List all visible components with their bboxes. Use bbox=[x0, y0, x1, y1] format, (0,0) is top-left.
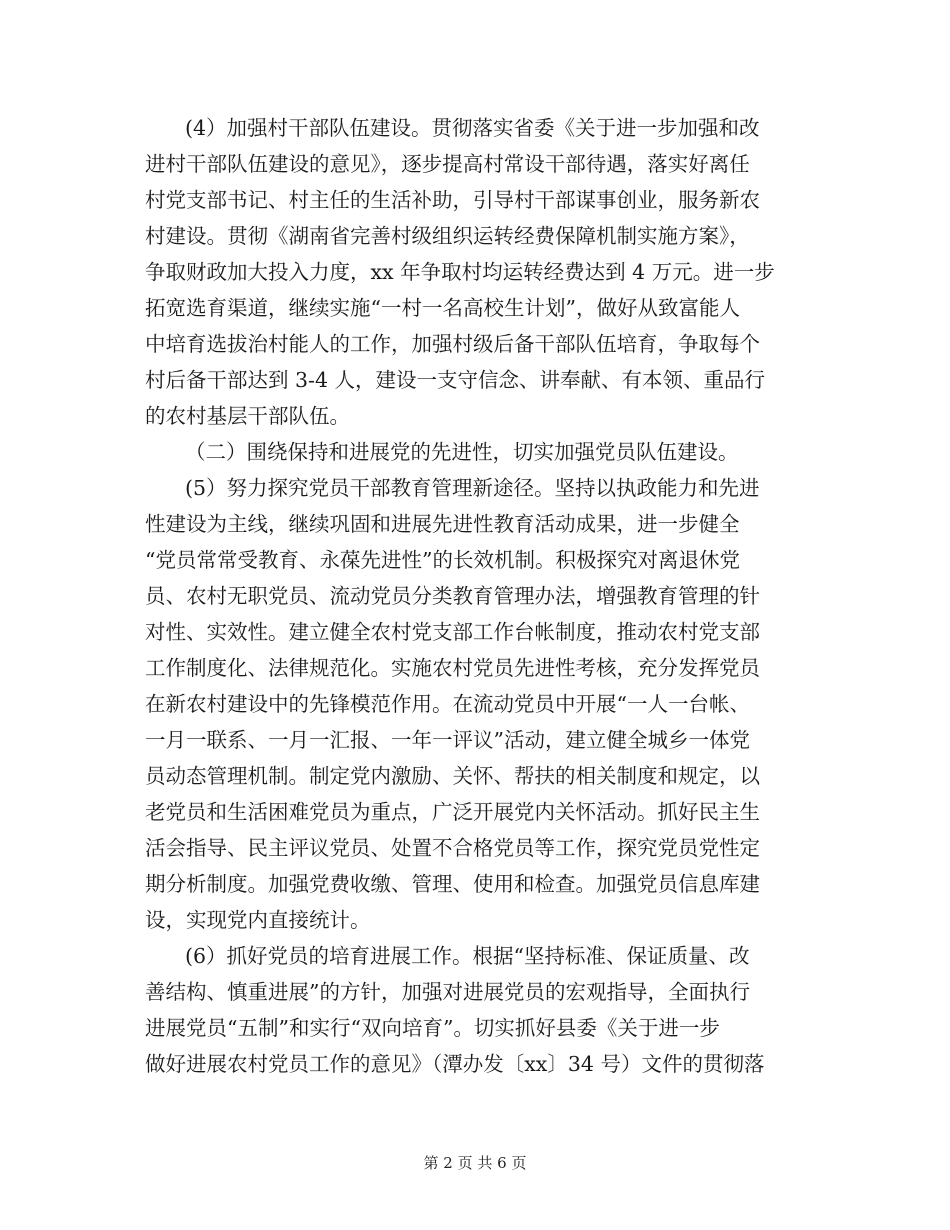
text-line: 期分析制度。加强党费收缴、管理、使用和检查。加强党员信息库建 bbox=[145, 872, 760, 896]
text-line: 拓宽选育渠道，继续实施“一村一名高校生计划”，做好从致富能人 bbox=[145, 296, 740, 320]
text-line: 员、农村无职党员、流动党员分类教育管理办法，增强教育管理的针 bbox=[145, 584, 760, 608]
text-line: (5）努力探究党员干部教育管理新途径。坚持以执政能力和先进 bbox=[185, 476, 760, 500]
text-line: 村建设。贯彻《湖南省完善村级组织运转经费保障机制实施方案》， bbox=[145, 224, 750, 248]
text-line: 在新农村建设中的先锋模范作用。在流动党员中开展“一人一台帐、 bbox=[145, 692, 750, 716]
text-line: 争取财政加大投入力度，xx 年争取村均运转经费达到 4 万元。进一步 bbox=[145, 260, 775, 284]
text-line: “党员常常受教育、永葆先进性”的长效机制。积极探究对离退休党 bbox=[145, 548, 740, 572]
text-line: 善结构、慎重进展”的方针，加强对进展党员的宏观指导，全面执行 bbox=[145, 980, 750, 1004]
text-line: 设，实现党内直接统计。 bbox=[145, 908, 371, 932]
text-line: 进展党员“五制”和实行“双向培育”。切实抓好县委《关于进一步 bbox=[145, 1016, 720, 1040]
text-line: 工作制度化、法律规范化。实施农村党员先进性考核，充分发挥党员 bbox=[145, 656, 760, 680]
text-line: 中培育选拔治村能人的工作，加强村级后备干部队伍培育，争取每个 bbox=[145, 332, 760, 356]
text-line: (4）加强村干部队伍建设。贯彻落实省委《关于进一步加强和改 bbox=[185, 116, 760, 140]
text-line: 对性、实效性。建立健全农村党支部工作台帐制度，推动农村党支部 bbox=[145, 620, 760, 644]
text-line: 性建设为主线，继续巩固和进展先进性教育活动成果，进一步健全 bbox=[145, 512, 740, 536]
text-line: 的农村基层干部队伍。 bbox=[145, 404, 350, 428]
text-line: 员动态管理机制。制定党内激励、关怀、帮扶的相关制度和规定，以 bbox=[145, 764, 760, 788]
text-line: 进村干部队伍建设的意见》，逐步提高村常设干部待遇，落实好离任 bbox=[145, 152, 750, 176]
text-line: 活会指导、民主评议党员、处置不合格党员等工作，探究党员党性定 bbox=[145, 836, 760, 860]
page-footer: 第 2 页 共 6 页 bbox=[423, 1154, 527, 1172]
text-line: 做好进展农村党员工作的意见》（潭办发〔xx〕34 号）文件的贯彻落 bbox=[145, 1052, 765, 1076]
text-line: 村党支部书记、村主任的生活补助，引导村干部谋事创业，服务新农 bbox=[145, 188, 760, 212]
text-line: 老党员和生活困难党员为重点，广泛开展党内关怀活动。抓好民主生 bbox=[145, 800, 760, 824]
text-line: 村后备干部达到 3-4 人，建设一支守信念、讲奉献、有本领、重品行 bbox=[145, 368, 766, 392]
text-line: (6）抓好党员的培育进展工作。根据“坚持标准、保证质量、改 bbox=[185, 944, 750, 968]
section-heading: （二）围绕保持和进展党的先进性，切实加强党员队伍建设。 bbox=[185, 440, 739, 464]
text-line: 一月一联系、一月一汇报、一年一评议”活动，建立健全城乡一体党 bbox=[145, 728, 750, 752]
document-body bbox=[145, 110, 825, 1082]
